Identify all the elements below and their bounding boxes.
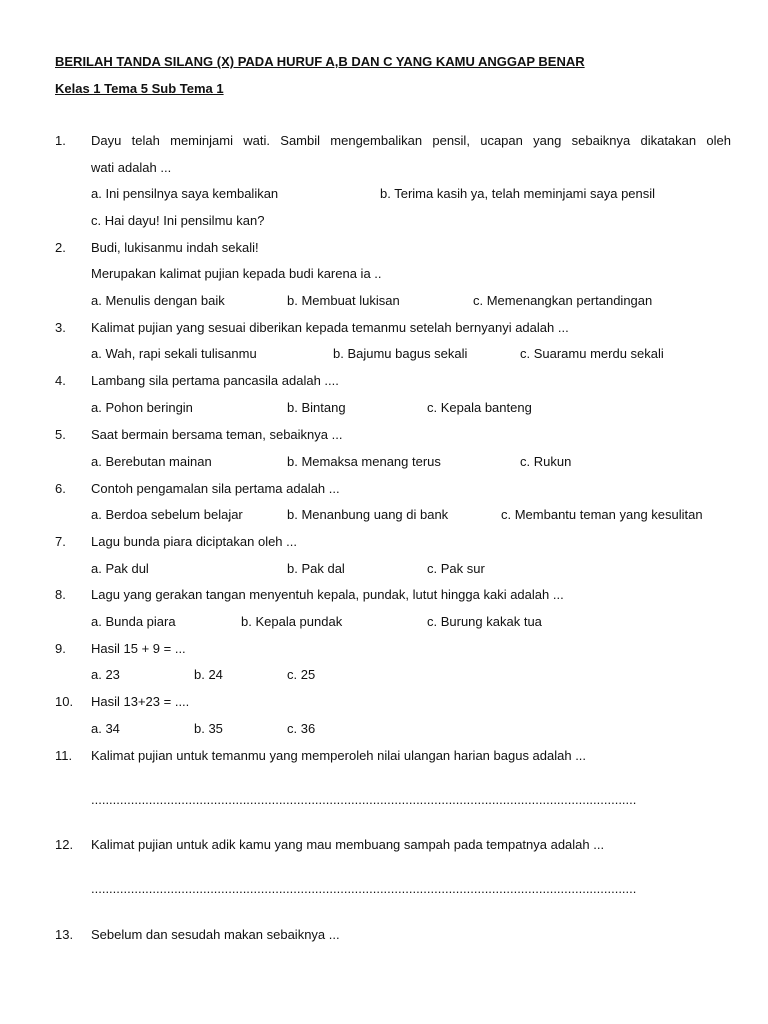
question-number: 12. (55, 837, 74, 852)
option-b[interactable]: b. Memaksa menang terus (287, 454, 441, 469)
question-number: 8. (55, 587, 66, 602)
question-text: Budi, lukisanmu indah sekali! (91, 240, 259, 255)
option-b[interactable]: b. Bajumu bagus sekali (333, 346, 468, 361)
question-number: 13. (55, 927, 74, 942)
class-subtitle: Kelas 1 Tema 5 Sub Tema 1 (55, 81, 224, 96)
option-c[interactable]: c. Suaramu merdu sekali (520, 346, 664, 361)
option-b[interactable]: b. 24 (194, 667, 223, 682)
question-text-continued: Merupakan kalimat pujian kepada budi karena ia .. (91, 266, 382, 281)
option-c[interactable]: c. Rukun (520, 454, 572, 469)
question-text: Sebelum dan sesudah makan sebaiknya ... (91, 927, 340, 942)
question-number: 10. (55, 694, 74, 709)
question-text: Contoh pengamalan sila pertama adalah ... (91, 481, 340, 496)
question-text: Lambang sila pertama pancasila adalah .... (91, 373, 339, 388)
option-a[interactable]: a. Ini pensilnya saya kembalikan (91, 186, 279, 201)
option-b[interactable]: b. Bintang (287, 400, 346, 415)
question-number: 6. (55, 481, 66, 496)
question-text: Lagu yang gerakan tangan menyentuh kepala, pundak, lutut hingga kaki adalah ... (91, 587, 564, 602)
question-number: 11. (55, 748, 73, 763)
question-text: Dayu telah meminjami wati. Sambil mengembalikan pensil, ucapan yang sebaiknya dikatakan oleh (91, 133, 731, 148)
option-a[interactable]: a. Wah, rapi sekali tulisanmu (91, 346, 257, 361)
option-c[interactable]: c. 25 (287, 667, 316, 682)
option-a[interactable]: a. Menulis dengan baik (91, 293, 225, 308)
option-a[interactable]: a. Berdoa sebelum belajar (91, 507, 243, 522)
question-text: Kalimat pujian untuk temanmu yang memperoleh nilai ulangan harian bagus adalah ... (91, 748, 587, 763)
question-number: 9. (55, 641, 66, 656)
option-a[interactable]: a. Bunda piara (91, 614, 176, 629)
option-a[interactable]: a. 23 (91, 667, 120, 682)
option-b[interactable]: b. Membuat lukisan (287, 293, 400, 308)
question-text: Lagu bunda piara diciptakan oleh ... (91, 534, 297, 549)
option-b[interactable]: b. Terima kasih ya, telah meminjami saya pensil (380, 186, 656, 201)
option-a[interactable]: a. Pohon beringin (91, 400, 193, 415)
question-text: Saat bermain bersama teman, sebaiknya ... (91, 427, 343, 442)
option-a[interactable]: a. Pak dul (91, 561, 149, 576)
option-c[interactable]: c. 36 (287, 721, 316, 736)
question-number: 4. (55, 373, 66, 388)
answer-line[interactable]: ....................................................................................................................................................... (91, 792, 637, 807)
question-text: Kalimat pujian yang sesuai diberikan kepada temanmu setelah bernyanyi adalah ... (91, 320, 569, 335)
question-text: Hasil 13+23 = .... (91, 694, 190, 709)
option-b[interactable]: b. Pak dal (287, 561, 345, 576)
question-number: 7. (55, 534, 66, 549)
option-b[interactable]: b. Menanbung uang di bank (287, 507, 449, 522)
option-b[interactable]: b. 35 (194, 721, 223, 736)
option-a[interactable]: a. 34 (91, 721, 120, 736)
question-number: 1. (55, 133, 66, 148)
question-number: 3. (55, 320, 66, 335)
question-text: Kalimat pujian untuk adik kamu yang mau membuang sampah pada tempatnya adalah ... (91, 837, 605, 852)
question-text-continued: wati adalah ... (91, 160, 172, 175)
option-c[interactable]: c. Memenangkan pertandingan (473, 293, 653, 308)
answer-line[interactable]: ....................................................................................................................................................... (91, 881, 637, 896)
option-c[interactable]: c. Pak sur (427, 561, 485, 576)
option-c[interactable]: c. Kepala banteng (427, 400, 532, 415)
option-a[interactable]: a. Berebutan mainan (91, 454, 212, 469)
option-c[interactable]: c. Membantu teman yang kesulitan (501, 507, 703, 522)
instruction-heading: BERILAH TANDA SILANG (X) PADA HURUF A,B DAN C YANG KAMU ANGGAP BENAR (55, 54, 585, 69)
option-c[interactable]: c. Hai dayu! Ini pensilmu kan? (91, 213, 265, 228)
option-b[interactable]: b. Kepala pundak (241, 614, 343, 629)
question-number: 2. (55, 240, 66, 255)
question-text: Hasil 15 + 9 = ... (91, 641, 186, 656)
question-number: 5. (55, 427, 66, 442)
option-c[interactable]: c. Burung kakak tua (427, 614, 542, 629)
